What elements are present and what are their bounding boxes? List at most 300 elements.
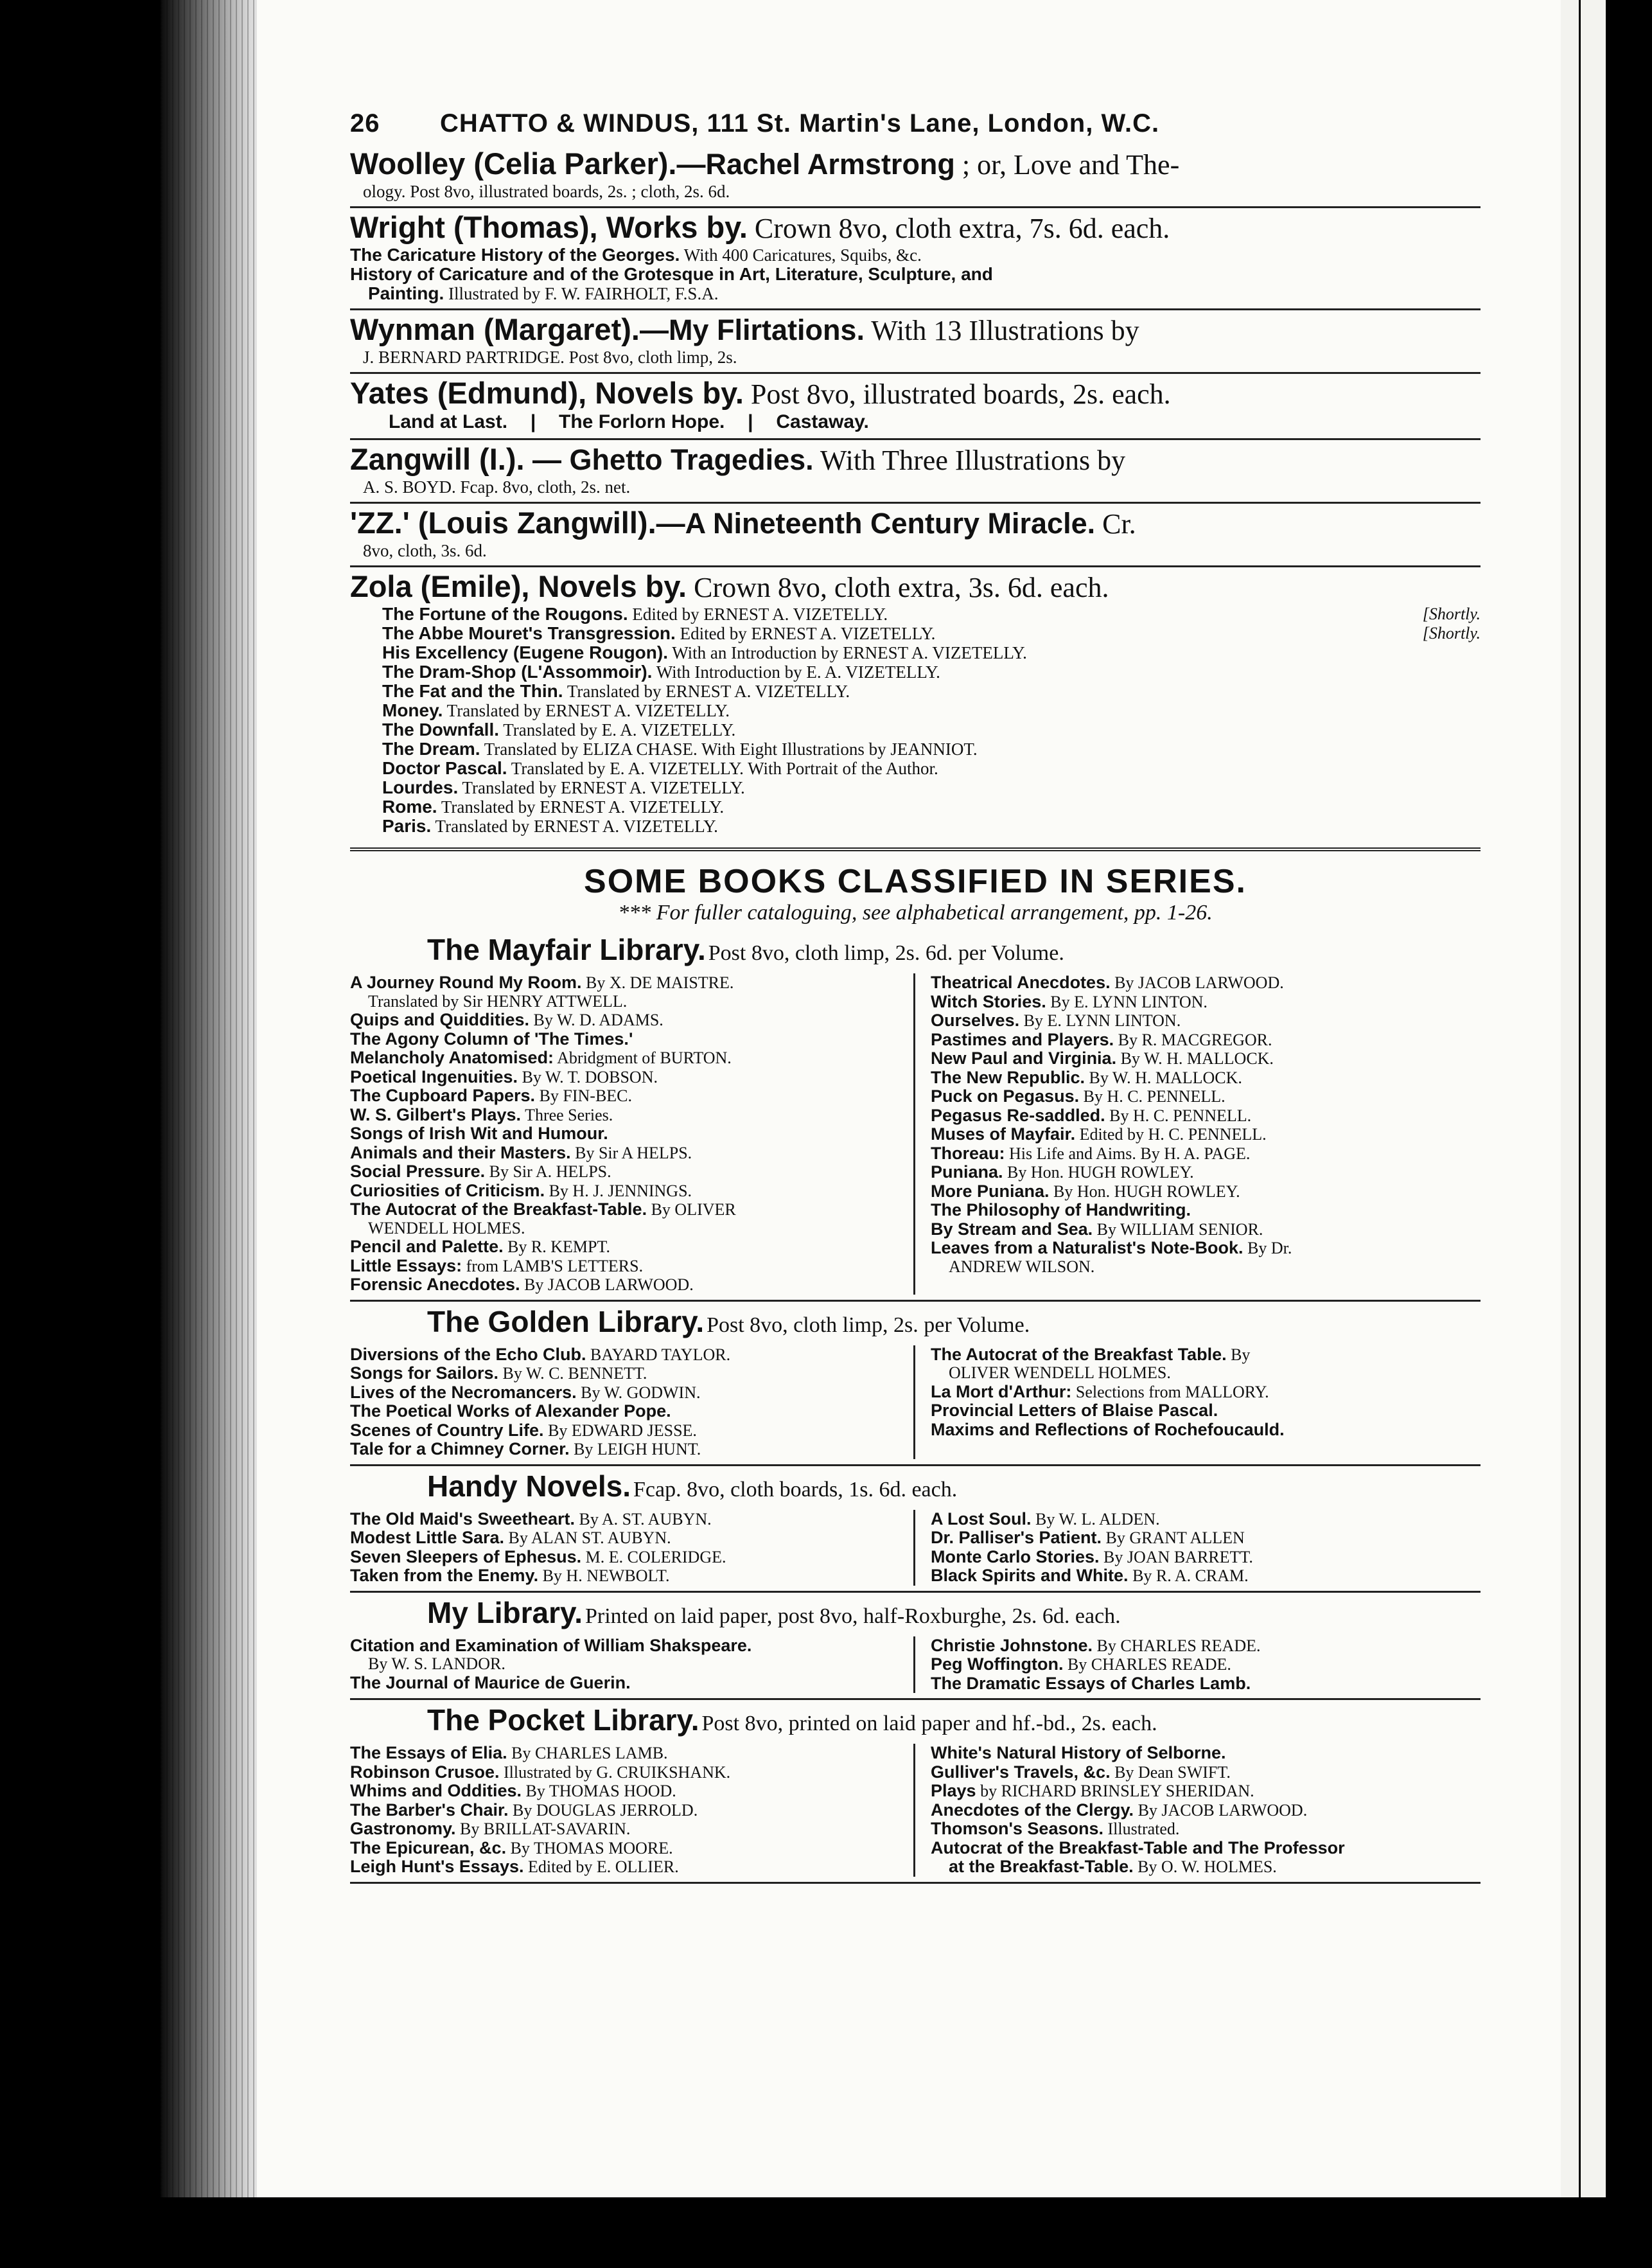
work-list [350, 605, 1481, 836]
work-line [350, 1364, 907, 1383]
series-heading [350, 1470, 1481, 1510]
work-description: By E. LYNN LINTON. [1023, 1011, 1181, 1030]
work-line [931, 1548, 1481, 1567]
work-description: By FIN-BEC. [539, 1086, 633, 1105]
work-line [931, 1820, 1481, 1839]
work-line [931, 1674, 1481, 1694]
work-description: WENDELL HOLMES. [368, 1218, 525, 1237]
work-title: Seven Sleepers of Ephesus. [350, 1546, 582, 1566]
work-description: M. E. COLERIDGE. [585, 1547, 726, 1566]
work-title: Thoreau: [931, 1143, 1005, 1163]
work-description: By JACOB LARWOOD. [1138, 1800, 1308, 1820]
entry-heading [350, 506, 1481, 541]
work-line [931, 1528, 1481, 1548]
work-title: By Stream and Sea. [931, 1219, 1093, 1239]
work-description: By JACOB LARWOOD. [1114, 973, 1284, 992]
work-title: Money. [382, 700, 443, 720]
entry-heading [350, 443, 1481, 477]
work-description: BAYARD TAYLOR. [590, 1345, 731, 1364]
work-description: With Introduction by E. A. VIZETELLY. [656, 662, 940, 682]
work-title: Songs of Irish Wit and Humour. [350, 1124, 608, 1143]
work-description: Edited by E. OLLIER. [528, 1857, 679, 1876]
work-line [350, 605, 1481, 624]
work-description: By Dean SWIFT. [1114, 1762, 1231, 1782]
work-line [931, 1163, 1481, 1182]
publisher-line: CHATTO & WINDUS, 111 St. Martin's Lane, London, W.C. [440, 109, 1160, 137]
work-line [931, 1744, 1481, 1763]
left-column [350, 973, 915, 1295]
author-entry [350, 208, 1481, 310]
work-description: By WILLIAM SENIOR. [1096, 1219, 1263, 1239]
work-line [931, 1201, 1481, 1220]
left-column [350, 1345, 915, 1459]
work-title: The Poetical Works of Alexander Pope. [350, 1401, 671, 1421]
novel-title: Land at Last. [389, 411, 508, 432]
work-title: New Paul and Virginia. [931, 1049, 1117, 1068]
work-line [350, 1548, 907, 1567]
work-line [350, 284, 1481, 303]
edition-info: Crown 8vo, cloth extra, 3s. 6d. each. [694, 572, 1109, 603]
work-title: W. S. Gilbert's Plays. [350, 1104, 522, 1124]
work-description: Illustrated. [1107, 1820, 1180, 1838]
work-title: Leigh Hunt's Essays. [350, 1857, 524, 1876]
work-title: Social Pressure. [350, 1162, 486, 1181]
work-description: Translated by E. A. VIZETELLY. [503, 720, 736, 740]
work-line [350, 245, 1481, 265]
author-name: Zangwill (I.). [350, 442, 525, 476]
work-title: The New Republic. [931, 1067, 1085, 1087]
work-title: Puck on Pegasus. [931, 1086, 1080, 1106]
work-line [931, 1763, 1481, 1782]
work-title: History of Caricature and of the Grotesque in Art, Literature, Sculpture, and [350, 264, 993, 284]
work-description: OLIVER WENDELL HOLMES. [949, 1363, 1171, 1382]
work-description: By H. C. PENNELL. [1109, 1106, 1252, 1125]
work-description: Selections from MALLORY. [1075, 1382, 1269, 1401]
work-description: By GRANT ALLEN [1105, 1528, 1245, 1547]
series-info: Post 8vo, printed on laid paper and hf.-bd., 2s. each. [701, 1712, 1157, 1735]
work-description: Edited by ERNEST A. VIZETELLY. [632, 605, 888, 624]
work-description: by RICHARD BRINSLEY SHERIDAN. [980, 1782, 1254, 1800]
entry-note: ology. Post 8vo, illustrated boards, 2s. ; cloth, 2s. 6d. [363, 182, 730, 201]
series-columns [350, 1510, 1481, 1586]
series-list [350, 930, 1481, 1884]
work-description: By Sir A HELPS. [575, 1143, 692, 1162]
work-title: Doctor Pascal. [382, 758, 507, 778]
work-line [350, 1782, 907, 1801]
work-line [931, 1782, 1481, 1801]
work-line [931, 1220, 1481, 1239]
work-title: The Caricature History of the Georges. [350, 245, 680, 265]
work-title: Curiosities of Criticism. [350, 1180, 545, 1200]
work-line [350, 797, 1481, 817]
work-title: Ourselves. [931, 1011, 1020, 1030]
work-description: ANDREW WILSON. [949, 1257, 1095, 1276]
work-line [350, 778, 1481, 797]
work-title: Taken from the Enemy. [350, 1566, 539, 1585]
work-description: By H. J. JENNINGS. [549, 1181, 692, 1200]
series-section [350, 847, 1481, 1884]
work-line [931, 1239, 1481, 1258]
work-line [350, 1528, 907, 1548]
work-line [931, 1857, 1481, 1877]
edition-info: ; or, Love and The- [962, 149, 1180, 181]
work-title: The Autocrat of the Breakfast Table. [931, 1344, 1227, 1364]
shortly-note: [Shortly. [1422, 605, 1481, 623]
work-title: La Mort d'Arthur: [931, 1381, 1072, 1401]
work-line [350, 1011, 907, 1030]
work-line [350, 1030, 907, 1049]
work-description: By W. S. LANDOR. [368, 1654, 505, 1673]
series-heading [350, 1597, 1481, 1636]
right-column [915, 973, 1481, 1295]
work-description: Illustrated by G. CRUIKSHANK. [504, 1762, 731, 1782]
next-page-edge [1561, 0, 1606, 2197]
work-title: Plays [931, 1781, 976, 1800]
work-line [931, 1364, 1481, 1383]
work-title: The Dream. [382, 739, 480, 759]
work-title: Monte Carlo Stories. [931, 1546, 1100, 1566]
work-line [931, 1011, 1481, 1031]
author-entry [350, 504, 1481, 567]
work-description: By W. T. DOBSON. [522, 1067, 658, 1086]
work-title: Maxims and Reflections of Rochefoucauld. [931, 1419, 1285, 1439]
right-column [915, 1636, 1481, 1694]
work-title: Little Essays: [350, 1255, 462, 1275]
series-block [350, 930, 1481, 1302]
work-line [931, 1106, 1481, 1126]
work-description: By R. MACGREGOR. [1118, 1030, 1272, 1049]
author-entry [350, 374, 1481, 440]
work-description: By H. NEWBOLT. [542, 1566, 670, 1585]
right-column [915, 1744, 1481, 1877]
separator: | [530, 411, 536, 432]
series-heading [350, 1306, 1481, 1345]
work-description: By [1231, 1345, 1251, 1364]
author-entry [350, 145, 1481, 208]
work-description: By Hon. HUGH ROWLEY. [1053, 1182, 1240, 1201]
work-title: The Downfall. [382, 720, 499, 740]
shortly-note: [Shortly. [1422, 624, 1481, 642]
section-subtitle: *** For fuller cataloguing, see alphabetical arrangement, pp. 1-26. [618, 901, 1213, 925]
work-description: By W. L. ALDEN. [1035, 1509, 1160, 1528]
work-description: Three Series. [525, 1105, 613, 1124]
work-line [350, 265, 1481, 284]
right-column [915, 1510, 1481, 1586]
work-title: The Abbe Mouret's Transgression. [382, 623, 676, 643]
work-title: Black Spirits and White. [931, 1566, 1129, 1585]
author-name: Wynman (Margaret). [350, 312, 640, 346]
work-title: Dr. Palliser's Patient. [931, 1528, 1102, 1547]
work-line [931, 1258, 1481, 1277]
work-line [931, 1566, 1481, 1586]
edition-info: With 13 Illustrations by [871, 315, 1139, 346]
work-headline: — Ghetto Tragedies. [524, 443, 814, 476]
left-column [350, 1744, 915, 1877]
work-title: Songs for Sailors. [350, 1363, 499, 1383]
work-line [350, 1345, 907, 1365]
work-title: Modest Little Sara. [350, 1528, 505, 1547]
work-line [931, 993, 1481, 1012]
author-entry [350, 567, 1481, 841]
work-description: By OLIVER [651, 1200, 736, 1219]
series-block [350, 1302, 1481, 1466]
work-line [931, 1068, 1481, 1088]
work-line [350, 1566, 907, 1586]
book-spine [161, 0, 263, 2268]
page-number: 26 [350, 109, 380, 137]
work-title: Witch Stories. [931, 991, 1046, 1011]
work-description: By THOMAS MOORE. [510, 1838, 673, 1857]
work-title: Melancholy Anatomised: [350, 1048, 554, 1067]
work-description: By W. D. ADAMS. [533, 1011, 663, 1029]
work-title: Whims and Oddities. [350, 1781, 522, 1800]
work-title: Christie Johnstone. [931, 1635, 1093, 1655]
work-line [350, 1068, 907, 1087]
work-line [350, 1257, 907, 1276]
work-line [931, 1401, 1481, 1421]
work-description: By CHARLES LAMB. [511, 1744, 668, 1762]
work-line [350, 1124, 907, 1144]
work-description: By CHARLES READE. [1067, 1655, 1231, 1674]
series-info: Fcap. 8vo, cloth boards, 1s. 6d. each. [633, 1477, 958, 1502]
work-description: By LEIGH HUNT. [574, 1440, 701, 1458]
work-title: More Puniana. [931, 1181, 1050, 1201]
page-content [350, 109, 1481, 1884]
work-title: Forensic Anecdotes. [350, 1275, 520, 1294]
work-title: Painting. [368, 283, 444, 303]
work-line [350, 1421, 907, 1440]
work-description: from LAMB'S LETTERS. [466, 1256, 644, 1275]
work-line [931, 1345, 1481, 1365]
series-name: The Mayfair Library. [427, 933, 706, 966]
work-line [931, 1087, 1481, 1106]
work-line [350, 720, 1481, 740]
work-description: By JACOB LARWOOD. [524, 1275, 694, 1294]
work-description: Translated by ERNEST A. VIZETELLY. [462, 778, 745, 797]
work-title: Lives of the Necromancers. [350, 1382, 577, 1402]
series-heading [350, 934, 1481, 973]
entry-heading [350, 211, 1481, 245]
series-name: The Golden Library. [427, 1304, 705, 1338]
series-columns [350, 1744, 1481, 1877]
series-name: Handy Novels. [427, 1469, 631, 1503]
work-list [350, 245, 1481, 303]
novel-title: The Forlorn Hope. [559, 411, 725, 432]
work-line [931, 1031, 1481, 1050]
work-line [350, 1440, 907, 1459]
work-headline: —A Nineteenth Century Miracle. [656, 507, 1096, 540]
work-line [931, 1421, 1481, 1440]
work-description: By ALAN ST. AUBYN. [508, 1528, 671, 1547]
entry-heading [350, 570, 1481, 605]
work-line [350, 1655, 907, 1674]
work-description: By W. C. BENNETT. [502, 1364, 647, 1383]
work-line [931, 1383, 1481, 1402]
work-description: Translated by ERNEST A. VIZETELLY. [446, 701, 730, 720]
work-description: By THOMAS HOOD. [525, 1782, 676, 1800]
work-title: Peg Woffington. [931, 1654, 1064, 1674]
work-line [350, 1086, 907, 1106]
series-info: Post 8vo, cloth limp, 2s. per Volume. [707, 1313, 1030, 1337]
novel-title: Castaway. [776, 411, 869, 432]
work-title: A Lost Soul. [931, 1509, 1032, 1528]
series-name: The Pocket Library. [427, 1703, 699, 1737]
work-headline: —My Flirtations. [639, 314, 865, 346]
work-description: By O. W. HOLMES. [1138, 1857, 1277, 1876]
work-line [931, 1510, 1481, 1529]
work-line [350, 1857, 907, 1877]
series-columns [350, 973, 1481, 1295]
work-line [350, 1510, 907, 1529]
work-line [350, 1237, 907, 1257]
work-title: Poetical Ingenuities. [350, 1067, 518, 1086]
work-title: Quips and Quiddities. [350, 1010, 530, 1029]
entry-note: J. BERNARD PARTRIDGE. Post 8vo, cloth limp, 2s. [363, 348, 737, 367]
running-head [350, 109, 1481, 138]
work-title: Diversions of the Echo Club. [350, 1344, 586, 1364]
work-title: Robinson Crusoe. [350, 1762, 500, 1782]
work-title: Pencil and Palette. [350, 1237, 504, 1256]
work-description: With 400 Caricatures, Squibs, &c. [683, 245, 922, 265]
work-line [350, 817, 1481, 836]
work-title: The Autocrat of the Breakfast-Table. [350, 1200, 647, 1219]
work-line [931, 973, 1481, 993]
work-line [350, 701, 1481, 720]
work-title: at the Breakfast-Table. [949, 1857, 1134, 1876]
series-block [350, 1466, 1481, 1593]
work-title: The Essays of Elia. [350, 1743, 507, 1762]
entry-note: A. S. BOYD. Fcap. 8vo, cloth, 2s. net. [363, 477, 631, 497]
work-title: Scenes of Country Life. [350, 1420, 544, 1440]
work-description: By JOAN BARRETT. [1103, 1547, 1253, 1566]
work-line [931, 1125, 1481, 1144]
author-name: Wright (Thomas), Works by. [350, 210, 748, 244]
work-description: Translated by E. A. VIZETELLY. With Portrait of the Author. [511, 759, 938, 778]
work-title: Tale for a Chimney Corner. [350, 1439, 570, 1458]
work-title: Lourdes. [382, 777, 459, 797]
entry-heading [350, 377, 1481, 411]
work-description: Edited by ERNEST A. VIZETELLY. [680, 624, 936, 643]
work-title: Pegasus Re-saddled. [931, 1105, 1105, 1125]
work-description: His Life and Aims. By H. A. PAGE. [1009, 1144, 1251, 1163]
work-description: By X. DE MAISTRE. [586, 973, 734, 992]
work-title: The Epicurean, &c. [350, 1838, 507, 1857]
work-title: Puniana. [931, 1162, 1003, 1182]
work-description: By Dr. [1247, 1239, 1292, 1257]
work-title: The Fat and the Thin. [382, 681, 563, 701]
work-line [350, 1144, 907, 1163]
work-line [350, 682, 1481, 701]
work-description: By W. H. MALLOCK. [1089, 1068, 1242, 1087]
work-line [350, 624, 1481, 643]
work-description: By DOUGLAS JERROLD. [513, 1800, 698, 1820]
work-line [350, 1162, 907, 1182]
work-line [350, 1636, 907, 1656]
entry-heading [350, 147, 1481, 182]
work-line [350, 740, 1481, 759]
series-heading [350, 1704, 1481, 1744]
work-description: By R. KEMPT. [507, 1237, 610, 1256]
edition-info: With Three Illustrations by [820, 445, 1126, 476]
left-column [350, 1510, 915, 1586]
entry-note: 8vo, cloth, 3s. 6d. [363, 541, 487, 560]
work-description: By E. LYNN LINTON. [1050, 992, 1208, 1011]
series-info: Post 8vo, cloth limp, 2s. 6d. per Volume. [708, 941, 1064, 965]
work-line [350, 1763, 907, 1782]
work-title: His Excellency (Eugene Rougon). [382, 642, 668, 662]
work-description: Translated by ERNEST A. VIZETELLY. [441, 797, 725, 817]
work-line [350, 662, 1481, 682]
work-description: By R. A. CRAM. [1132, 1566, 1249, 1585]
work-headline: —Rachel Armstrong [676, 148, 955, 181]
work-title: The Barber's Chair. [350, 1800, 509, 1820]
scan-border [0, 2197, 1652, 2268]
work-line [931, 1049, 1481, 1068]
work-title: Pastimes and Players. [931, 1029, 1114, 1049]
work-title: Rome. [382, 797, 437, 817]
work-description: By EDWARD JESSE. [548, 1421, 697, 1440]
edition-info: Cr. [1102, 508, 1136, 540]
work-line [350, 973, 907, 993]
work-description: Edited by H. C. PENNELL. [1079, 1125, 1267, 1144]
work-title: Animals and their Masters. [350, 1142, 571, 1162]
work-description: By W. GODWIN. [581, 1383, 701, 1402]
work-description: By BRILLAT-SAVARIN. [460, 1820, 631, 1838]
work-description: Translated by ELIZA CHASE. With Eight Illustrations by JEANNIOT. [484, 740, 978, 759]
right-column [915, 1345, 1481, 1459]
work-description: Translated by ERNEST A. VIZETELLY. [435, 817, 718, 836]
work-line [350, 1801, 907, 1820]
work-line [931, 1839, 1481, 1858]
author-name: Yates (Edmund), Novels by. [350, 376, 744, 410]
work-title: Paris. [382, 816, 432, 836]
title-row [350, 411, 1481, 433]
work-title: White's Natural History of Selborne. [931, 1743, 1226, 1762]
work-title: Leaves from a Naturalist's Note-Book. [931, 1238, 1243, 1257]
work-title: The Old Maid's Sweetheart. [350, 1509, 575, 1528]
work-line [350, 1820, 907, 1839]
left-column [350, 1636, 915, 1694]
work-line [350, 1383, 907, 1403]
work-line [931, 1636, 1481, 1656]
work-title: The Dramatic Essays of Charles Lamb. [931, 1673, 1251, 1693]
work-title: The Philosophy of Handwriting. [931, 1200, 1191, 1219]
work-line [350, 1674, 907, 1693]
work-title: The Cupboard Papers. [350, 1086, 536, 1105]
work-title: Citation and Examination of William Shakspeare. [350, 1635, 752, 1655]
work-line [931, 1801, 1481, 1820]
work-title: The Dram-Shop (L'Assommoir). [382, 662, 653, 682]
work-description: By CHARLES READE. [1096, 1636, 1261, 1655]
work-line [350, 1839, 907, 1858]
work-title: The Journal of Maurice de Guerin. [350, 1672, 631, 1692]
work-line [350, 643, 1481, 662]
work-description: By Sir A. HELPS. [489, 1162, 611, 1181]
work-title: Gastronomy. [350, 1819, 456, 1838]
work-title: Muses of Mayfair. [931, 1124, 1076, 1144]
series-block [350, 1593, 1481, 1701]
work-description: Illustrated by F. W. FAIRHOLT, F.S.A. [448, 284, 719, 303]
edition-info: Post 8vo, illustrated boards, 2s. each. [750, 378, 1171, 410]
work-title: Anecdotes of the Clergy. [931, 1800, 1134, 1820]
separator: | [748, 411, 753, 432]
work-description: Translated by ERNEST A. VIZETELLY. [567, 682, 850, 701]
work-line [350, 1200, 907, 1219]
work-title: Provincial Letters of Blaise Pascal. [931, 1401, 1218, 1420]
work-line [350, 1744, 907, 1763]
work-description: By Hon. HUGH ROWLEY. [1007, 1163, 1194, 1182]
series-columns [350, 1345, 1481, 1459]
